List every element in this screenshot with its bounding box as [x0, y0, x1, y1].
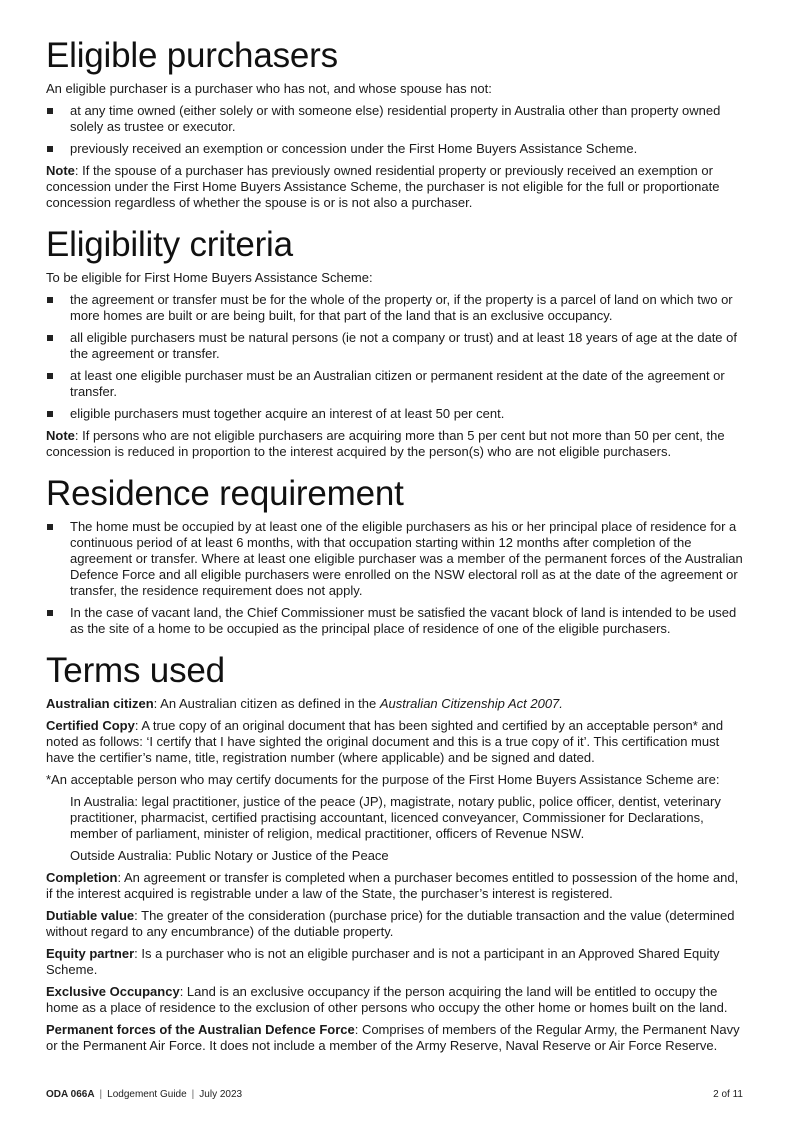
- list-item: at least one eligible purchaser must be an Australian citizen or permanent resident at the date of the agreement or transfer.: [46, 368, 744, 400]
- heading-eligible-purchasers: Eligible purchasers: [46, 36, 338, 75]
- doc-date: July 2023: [199, 1089, 243, 1100]
- term-completion: Completion: An agreement or transfer is completed when a purchaser becomes entitled to possession of the home and, if the interest acquired is registrable under a law of the State, the purchaser’s interest is registered.: [46, 870, 739, 901]
- term-australian-citizen: Australian citizen: An Australian citizen as defined in the Australian Citizenship Act 2007.: [46, 696, 563, 711]
- square-bullet-icon: [47, 411, 53, 417]
- list-eligible-purchasers: [46, 103, 744, 157]
- page-footer: [46, 1088, 743, 1102]
- term-dutiable-value: Dutiable value: The greater of the consideration (purchase price) for the dutiable transaction and the value (determined without regard to any encumbrance) of the dutiable property.: [46, 908, 735, 939]
- list-item: eligible purchasers must together acquire an interest of at least 50 per cent.: [46, 406, 744, 422]
- square-bullet-icon: [47, 146, 53, 152]
- section-residence-requirement: [46, 474, 744, 637]
- term-certified-copy: Certified Copy: A true copy of an original document that has been sighted and certified by an acceptable person* and noted as follows: ‘I certify that I have sighted the original document and this is a true copy of it’. This certification must have the certifier’s name, title, registration number (where applicable) and be signed and dated.: [46, 718, 724, 765]
- list-residence-requirement: [46, 519, 744, 637]
- list-item: previously received an exemption or concession under the First Home Buyers Assistance Scheme.: [46, 141, 744, 157]
- footer-separator: |: [99, 1089, 103, 1100]
- doc-code: ODA 066A: [46, 1089, 95, 1100]
- square-bullet-icon: [47, 524, 53, 530]
- list-item: In the case of vacant land, the Chief Commissioner must be satisfied the vacant block of land is intended to be used as the site of a home to be occupied as the principal place of residence of one of the eligible purchasers.: [46, 605, 744, 637]
- list-item: at any time owned (either solely or with someone else) residential property in Australia other than property owned solely as trustee or executor.: [46, 103, 744, 135]
- note-eligibility-criteria: Note: If persons who are not eligible purchasers are acquiring more than 5 per cent but not more than 50 per cent, the concession is reduced in proportion to the interest acquired by the person(s) who are not eligible purchasers.: [46, 428, 725, 459]
- list-eligibility-criteria: [46, 292, 744, 422]
- note-eligible-purchasers: Note: If the spouse of a purchaser has previously owned residential property or previously received an exemption or concession under the First Home Buyers Assistance Scheme, the purchaser is not eligible for the full or proportionate concession regardless of whether the spouse is or is not also a purchaser.: [46, 163, 720, 210]
- term-exclusive-occupancy: Exclusive Occupancy: Land is an exclusive occupancy if the person acquiring the land will be entitled to occupy the home as a place of residence to the exclusion of other persons who occupy the other home or homes built on the land.: [46, 984, 728, 1015]
- guide-name: Lodgement Guide: [107, 1089, 187, 1100]
- intro-eligibility-criteria: To be eligible for First Home Buyers Assistance Scheme:: [46, 270, 373, 285]
- section-terms-used: [46, 651, 744, 1054]
- square-bullet-icon: [47, 108, 53, 114]
- acceptable-person-intro: *An acceptable person who may certify documents for the purpose of the First Home Buyers Assistance Scheme are:: [46, 772, 720, 787]
- list-item: all eligible purchasers must be natural persons (ie not a company or trust) and at least 18 years of age at the date of the agreement or transfer.: [46, 330, 744, 362]
- term-equity-partner: Equity partner: Is a purchaser who is not an eligible purchaser and is not a participant in an Approved Shared Equity Scheme.: [46, 946, 720, 977]
- acceptable-in-australia: In Australia: legal practitioner, justice of the peace (JP), magistrate, notary public, police officer, dentist, veterinary practitioner, pharmacist, certified practising accountant, licenced conveyancer, Commissioner for Declarations, member of parliament, minister of religion, medical practitioner, officers of Revenue NSW.: [70, 794, 721, 841]
- footer-left: [46, 1088, 242, 1102]
- list-item: The home must be occupied by at least one of the eligible purchasers as his or her principal place of residence for a continuous period of at least 6 months, with that occupation starting within 12 months after completion of the agreement or transfer. Where at least one eligible purchaser was a member of the permanent forces of the Australian Defence Force and all eligible purchasers were enrolled on the NSW electoral roll as at the date of the agreement or transfer, the residence requirement does not apply.: [46, 519, 744, 599]
- heading-residence-requirement: Residence requirement: [46, 474, 404, 513]
- acceptable-outside-australia: Outside Australia: Public Notary or Justice of the Peace: [70, 848, 389, 863]
- section-eligible-purchasers: [46, 36, 744, 211]
- heading-terms-used: Terms used: [46, 651, 225, 690]
- heading-eligibility-criteria: Eligibility criteria: [46, 225, 293, 264]
- term-permanent-forces: Permanent forces of the Australian Defence Force: Comprises of members of the Regular Army, the Permanent Navy or the Permanent Air Force. It does not include a member of the Army Reserve, Naval Reserve or Air Force Reserve.: [46, 1022, 740, 1053]
- page-number: 2 of 11: [713, 1089, 743, 1100]
- list-item: the agreement or transfer must be for the whole of the property or, if the property is a parcel of land on which two or more homes are built or are being built, for that part of the land that is an exclusive occupancy.: [46, 292, 744, 324]
- square-bullet-icon: [47, 297, 53, 303]
- square-bullet-icon: [47, 610, 53, 616]
- section-eligibility-criteria: [46, 225, 744, 460]
- square-bullet-icon: [47, 335, 53, 341]
- square-bullet-icon: [47, 373, 53, 379]
- intro-eligible-purchasers: An eligible purchaser is a purchaser who has not, and whose spouse has not:: [46, 81, 492, 96]
- footer-separator: |: [191, 1089, 195, 1100]
